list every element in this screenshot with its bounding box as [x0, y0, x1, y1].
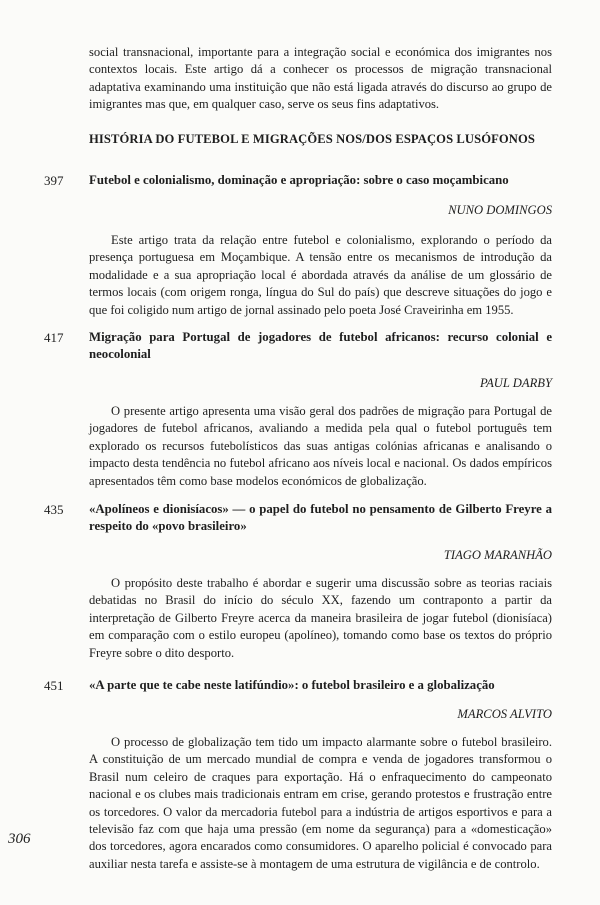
entry-abstract: O propósito deste trabalho é abordar e sugerir uma discussão sobre as teorias raciais debatidas no Brasil do início do século XX, fazendo um contraponto a partir da interpretação de Gilberto Freyre acerca da maneira brasileira de jogar futebol (dionisíaca) em comparação com o estilo europeu (apolíneo), tomando como base os textos do próprio Freyre sobre o dito desporto.: [89, 576, 552, 660]
entry-title: «A parte que te cabe neste latifúndio»: o futebol brasileiro e a globalização: [89, 678, 495, 692]
entry-title: Futebol e colonialismo, dominação e apropriação: sobre o caso moçambicano: [89, 173, 509, 187]
section-heading: HISTÓRIA DO FUTEBOL E MIGRAÇÕES NOS/DOS ESPAÇOS LUSÓFONOS: [89, 132, 535, 146]
entry-abstract: Este artigo trata da relação entre futebol e colonialismo, explorando o período da presença portuguesa em Moçambique. A tensão entre os mecanismos de introdução da modalidade e a sua apropriação local é abordada através da análise de um glossário de termos locais (com origem ronga, língua do Sul do país) que descreve situações do jogo e que foi coligido num artigo de jornal assinado pelo poeta José Craveirinha em 1955.: [89, 233, 552, 317]
entry-page-number: 417: [44, 330, 64, 345]
entry-page-number: 451: [44, 678, 64, 693]
entry-abstract: O presente artigo apresenta uma visão geral dos padrões de migração para Portugal de jogadores de futebol africanos, avaliando a medida pela qual o futebol português tem explorado os recursos futebolísticos das suas antigas colónias africanas e analisando o impacto desta tendência no futebol africano aos níveis local e nacional. Os dados empíricos apresentados têm como base modelos económicos de globalização.: [89, 404, 552, 488]
intro-paragraph: social transnacional, importante para a integração social e económica dos imigrantes nos contextos locais. Este artigo dá a conhecer os processos de migração transnacional adaptativa examinando uma instituição que não está ligada através do discurso ao grupo de imigrantes mas que, em qualquer caso, serve os seus fins adaptativos.: [89, 45, 552, 112]
entry-author: MARCOS ALVITO: [457, 707, 552, 721]
entry-page-number: 435: [44, 502, 64, 517]
entry-title: Migração para Portugal de jogadores de futebol africanos: recurso colonial e neocolonial: [89, 330, 552, 362]
entry-page-number: 397: [44, 173, 64, 188]
entry-author: PAUL DARBY: [480, 376, 552, 390]
entry-author: NUNO DOMINGOS: [448, 203, 552, 217]
entry-title: «Apolíneos e dionisíacos» — o papel do futebol no pensamento de Gilberto Freyre a respeito do «povo brasileiro»: [89, 502, 552, 534]
entry-author: TIAGO MARANHÃO: [443, 548, 552, 562]
page-folio: 306: [8, 831, 31, 847]
entry-abstract: O processo de globalização tem tido um impacto alarmante sobre o futebol brasileiro. A constituição de um mercado mundial de compra e venda de jogadores transformou o Brasil num celeiro de craques para exportação. Há o enfraquecimento do campeonato nacional e os clubes mais tradicionais entram em crise, gerando protestos e frustração entre os torcedores. O valor da mercadoria futebol para a indústria de artigos esportivos e para a televisão faz com que haja uma pressão (em nome da segurança) para a «domesticação» dos torcedores, agora encarados como consumidores. O aparelho policial é convocado para auxiliar nesta tarefa e assiste-se à montagem de uma estrutura de vigilância e de controlo.: [89, 735, 552, 871]
